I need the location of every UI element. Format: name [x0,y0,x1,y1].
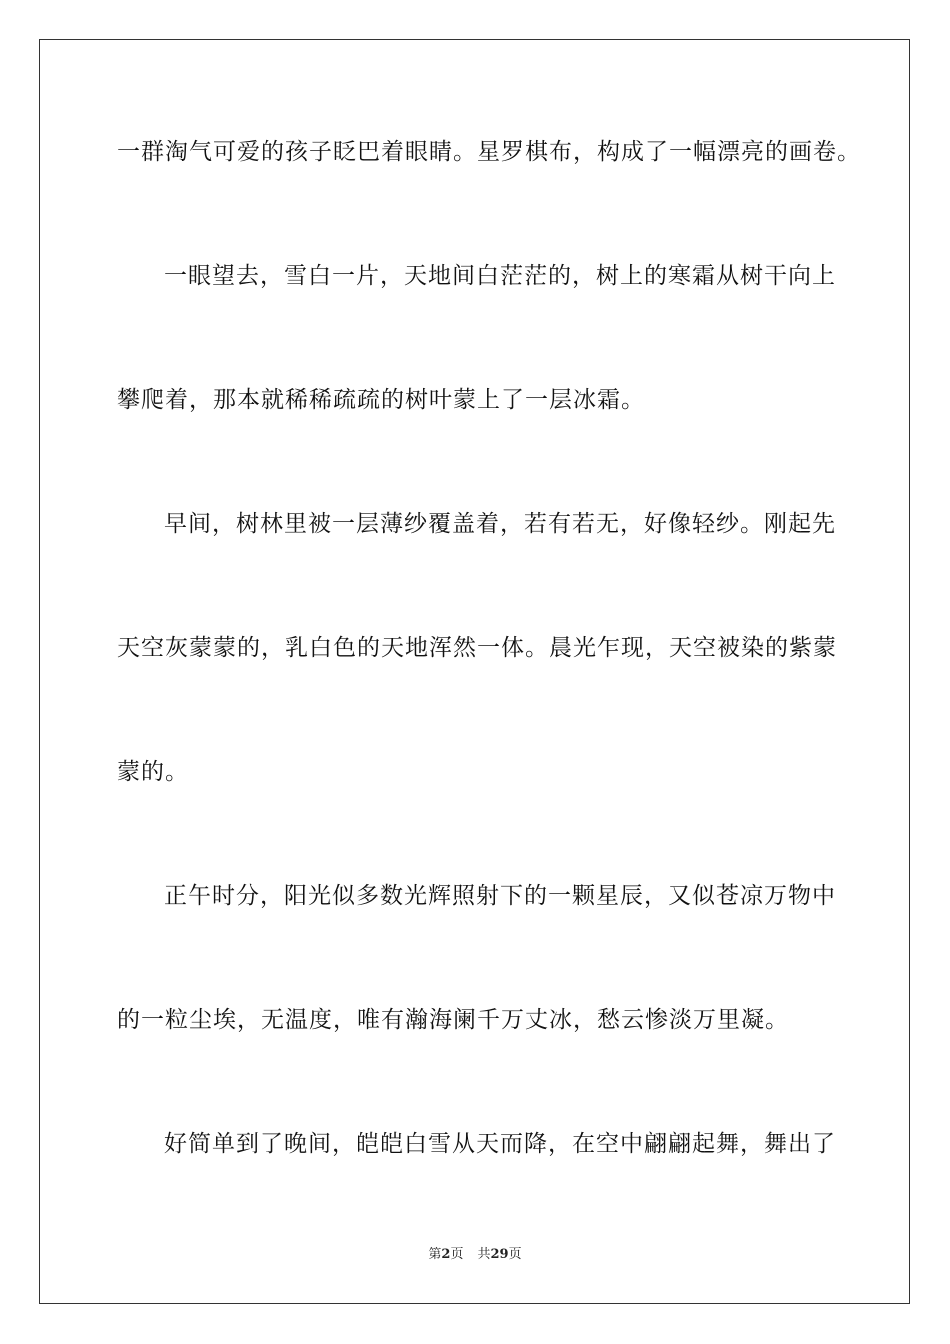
page-prefix: 第 [428,1247,442,1262]
text-line-8: 的一粒尘埃，无温度，唯有瀚海阑千万丈冰，愁云惨淡万里凝。 [117,1007,789,1033]
text-line-3: 攀爬着，那本就稀稀疏疏的树叶蒙上了一层冰霜。 [117,387,645,413]
text-line-4: 早间，树林里被一层薄纱覆盖着，若有若无，好像轻纱。刚起先 [164,511,836,537]
page-border [39,39,910,1304]
total-suffix: 页 [508,1247,522,1262]
current-page-number: 2 [441,1247,451,1262]
text-line-7: 正午时分，阳光似多数光辉照射下的一颗星辰，又似苍凉万物中 [164,883,836,909]
total-page-count: 29 [490,1247,509,1262]
text-line-6: 蒙的。 [117,759,189,785]
text-line-1: 一群淘气可爱的孩子眨巴着眼睛。星罗棋布，构成了一幅漂亮的画卷。 [117,139,861,165]
text-line-5: 天空灰蒙蒙的，乳白色的天地浑然一体。晨光乍现，天空被染的紫蒙 [117,635,837,661]
page-footer [0,1246,950,1264]
total-prefix: 共 [477,1247,491,1262]
text-line-9: 好简单到了晚间，皑皑白雪从天而降，在空中翩翩起舞，舞出了 [164,1131,836,1157]
page-suffix: 页 [450,1247,464,1262]
text-line-2: 一眼望去，雪白一片，天地间白茫茫的，树上的寒霜从树干向上 [164,263,836,289]
